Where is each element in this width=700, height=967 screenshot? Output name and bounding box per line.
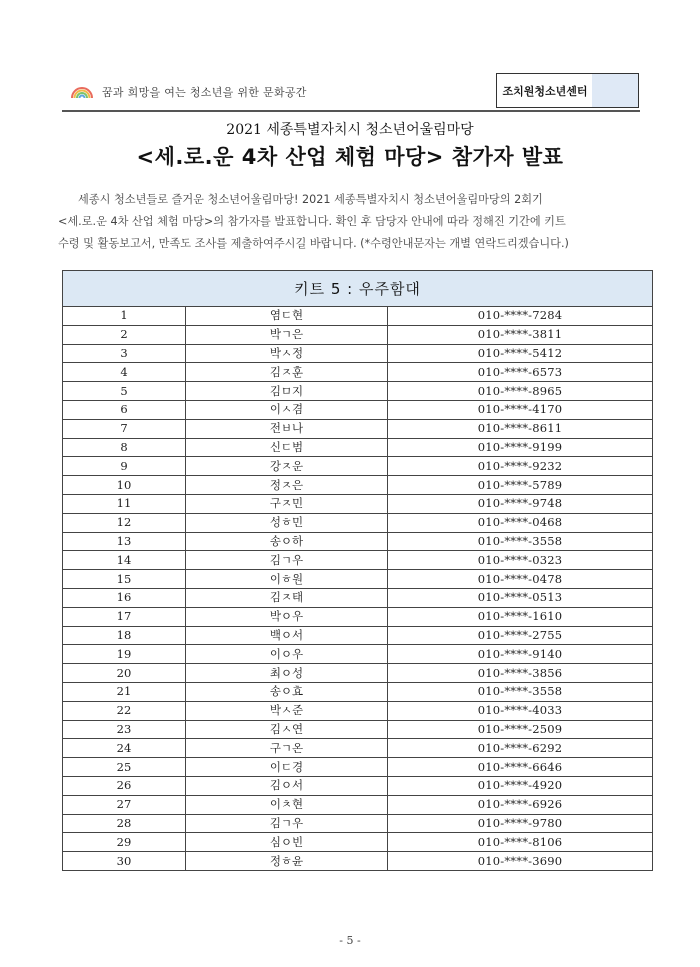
table-row [63, 457, 653, 476]
phone-number: 010-****-8106 [388, 833, 653, 852]
header-color-box [592, 73, 639, 108]
row-number: 21 [63, 682, 186, 701]
phone-number: 010-****-9748 [388, 494, 653, 513]
participant-name: 강ㅈ운 [186, 457, 388, 476]
row-number: 11 [63, 494, 186, 513]
phone-number: 010-****-9780 [388, 814, 653, 833]
table-row [63, 438, 653, 457]
participant-name: 김ㄱ우 [186, 551, 388, 570]
participant-name: 박ㅇ우 [186, 607, 388, 626]
phone-number: 010-****-3558 [388, 532, 653, 551]
participant-name: 정ㅈ은 [186, 476, 388, 495]
table-row [63, 476, 653, 495]
intro-paragraph [58, 189, 656, 255]
phone-number: 010-****-3856 [388, 664, 653, 683]
table-row [63, 701, 653, 720]
participant-name: 신ㄷ범 [186, 438, 388, 457]
participant-name: 박ㅅ준 [186, 701, 388, 720]
row-number: 26 [63, 776, 186, 795]
slogan-text: 꿈과 희망을 여는 청소년을 위한 문화공간 [102, 86, 307, 99]
participant-name: 심ㅇ빈 [186, 833, 388, 852]
table-row [63, 325, 653, 344]
phone-number: 010-****-4170 [388, 400, 653, 419]
row-number: 30 [63, 852, 186, 871]
row-number: 2 [63, 325, 186, 344]
center-name-box: 조치원청소년센터 [496, 73, 594, 108]
row-number: 8 [63, 438, 186, 457]
participant-name: 이ㅊ현 [186, 795, 388, 814]
phone-number: 010-****-1610 [388, 607, 653, 626]
intro-line-3: 수령 및 활동보고서, 만족도 조사를 제출하여주시길 바랍니다. (*수령안내문자는 개별 연락드리겠습니다.) [58, 237, 569, 250]
table-row [63, 682, 653, 701]
phone-number: 010-****-4033 [388, 701, 653, 720]
row-number: 19 [63, 645, 186, 664]
participant-name: 박ㄱ은 [186, 325, 388, 344]
table-row [63, 344, 653, 363]
participant-name: 염ㄷ현 [186, 307, 388, 326]
table-row [63, 739, 653, 758]
table-row [63, 551, 653, 570]
participant-name: 이ㄷ경 [186, 758, 388, 777]
phone-number: 010-****-3558 [388, 682, 653, 701]
document-header [62, 73, 640, 112]
row-number: 18 [63, 626, 186, 645]
row-number: 29 [63, 833, 186, 852]
row-number: 28 [63, 814, 186, 833]
page-title: <세.로.운 4차 산업 체험 마당> 참가자 발표 [136, 145, 564, 169]
phone-number: 010-****-8611 [388, 419, 653, 438]
participant-name: 송ㅇ하 [186, 532, 388, 551]
row-number: 27 [63, 795, 186, 814]
phone-number: 010-****-8965 [388, 382, 653, 401]
row-number: 23 [63, 720, 186, 739]
table-row [63, 645, 653, 664]
phone-number: 010-****-0513 [388, 588, 653, 607]
header-slogan [70, 81, 307, 103]
subtitle: 2021 세종특별자치시 청소년어울림마당 [226, 122, 474, 138]
phone-number: 010-****-2755 [388, 626, 653, 645]
table-row [63, 400, 653, 419]
table-row [63, 814, 653, 833]
row-number: 22 [63, 701, 186, 720]
participant-name: 구ㅈ민 [186, 494, 388, 513]
table-row [63, 607, 653, 626]
row-number: 10 [63, 476, 186, 495]
row-number: 7 [63, 419, 186, 438]
row-number: 14 [63, 551, 186, 570]
phone-number: 010-****-0478 [388, 570, 653, 589]
table-row [63, 494, 653, 513]
table-row [63, 363, 653, 382]
table-row [63, 626, 653, 645]
participant-name: 이ㅎ원 [186, 570, 388, 589]
row-number: 24 [63, 739, 186, 758]
phone-number: 010-****-5789 [388, 476, 653, 495]
participant-name: 성ㅎ민 [186, 513, 388, 532]
intro-line-2: <세.로.운 4차 산업 체험 마당>의 참가자를 발표합니다. 확인 후 담당자 안내에 따라 정해진 기간에 키트 [58, 215, 566, 228]
participant-name: 백ㅇ서 [186, 626, 388, 645]
participant-name: 정ㅎ윤 [186, 852, 388, 871]
table-heading: 키트 5 : 우주함대 [63, 271, 653, 307]
participant-name: 김ㅇ서 [186, 776, 388, 795]
row-number: 4 [63, 363, 186, 382]
table-row [63, 795, 653, 814]
participant-name: 박ㅅ정 [186, 344, 388, 363]
participant-name: 김ㅈ태 [186, 588, 388, 607]
row-number: 13 [63, 532, 186, 551]
row-number: 5 [63, 382, 186, 401]
table-row [63, 776, 653, 795]
participant-name: 김ㄱ우 [186, 814, 388, 833]
row-number: 1 [63, 307, 186, 326]
table-row [63, 513, 653, 532]
phone-number: 010-****-6292 [388, 739, 653, 758]
table-row [63, 419, 653, 438]
phone-number: 010-****-9140 [388, 645, 653, 664]
table-body [63, 307, 653, 871]
phone-number: 010-****-3690 [388, 852, 653, 871]
phone-number: 010-****-0323 [388, 551, 653, 570]
row-number: 15 [63, 570, 186, 589]
table-row [63, 382, 653, 401]
phone-number: 010-****-3811 [388, 325, 653, 344]
row-number: 9 [63, 457, 186, 476]
participant-name: 구ㄱ온 [186, 739, 388, 758]
row-number: 3 [63, 344, 186, 363]
row-number: 12 [63, 513, 186, 532]
table-row [63, 758, 653, 777]
participant-name: 이ㅇ우 [186, 645, 388, 664]
table-row [63, 532, 653, 551]
participant-name: 전ㅂ나 [186, 419, 388, 438]
row-number: 16 [63, 588, 186, 607]
participant-name: 김ㅈ훈 [186, 363, 388, 382]
phone-number: 010-****-2509 [388, 720, 653, 739]
phone-number: 010-****-9232 [388, 457, 653, 476]
table-row [63, 664, 653, 683]
intro-line-1: 세종시 청소년들로 즐거운 청소년어울림마당! 2021 세종특별자치시 청소년어울림마당의 2회기 [78, 193, 543, 206]
row-number: 25 [63, 758, 186, 777]
participant-table [62, 270, 653, 871]
participant-name: 김ㅁ지 [186, 382, 388, 401]
phone-number: 010-****-0468 [388, 513, 653, 532]
rainbow-icon [70, 85, 94, 99]
table-row [63, 852, 653, 871]
participant-name: 이ㅅ겸 [186, 400, 388, 419]
table-row [63, 570, 653, 589]
row-number: 6 [63, 400, 186, 419]
phone-number: 010-****-9199 [388, 438, 653, 457]
row-number: 20 [63, 664, 186, 683]
phone-number: 010-****-6926 [388, 795, 653, 814]
phone-number: 010-****-6573 [388, 363, 653, 382]
phone-number: 010-****-5412 [388, 344, 653, 363]
page-number: - 5 - [339, 934, 361, 947]
table-row [63, 307, 653, 326]
participant-name: 김ㅅ연 [186, 720, 388, 739]
phone-number: 010-****-7284 [388, 307, 653, 326]
table-row [63, 833, 653, 852]
phone-number: 010-****-4920 [388, 776, 653, 795]
participant-name: 송ㅇ효 [186, 682, 388, 701]
row-number: 17 [63, 607, 186, 626]
table-row [63, 588, 653, 607]
participant-name: 최ㅇ성 [186, 664, 388, 683]
phone-number: 010-****-6646 [388, 758, 653, 777]
table-row [63, 720, 653, 739]
